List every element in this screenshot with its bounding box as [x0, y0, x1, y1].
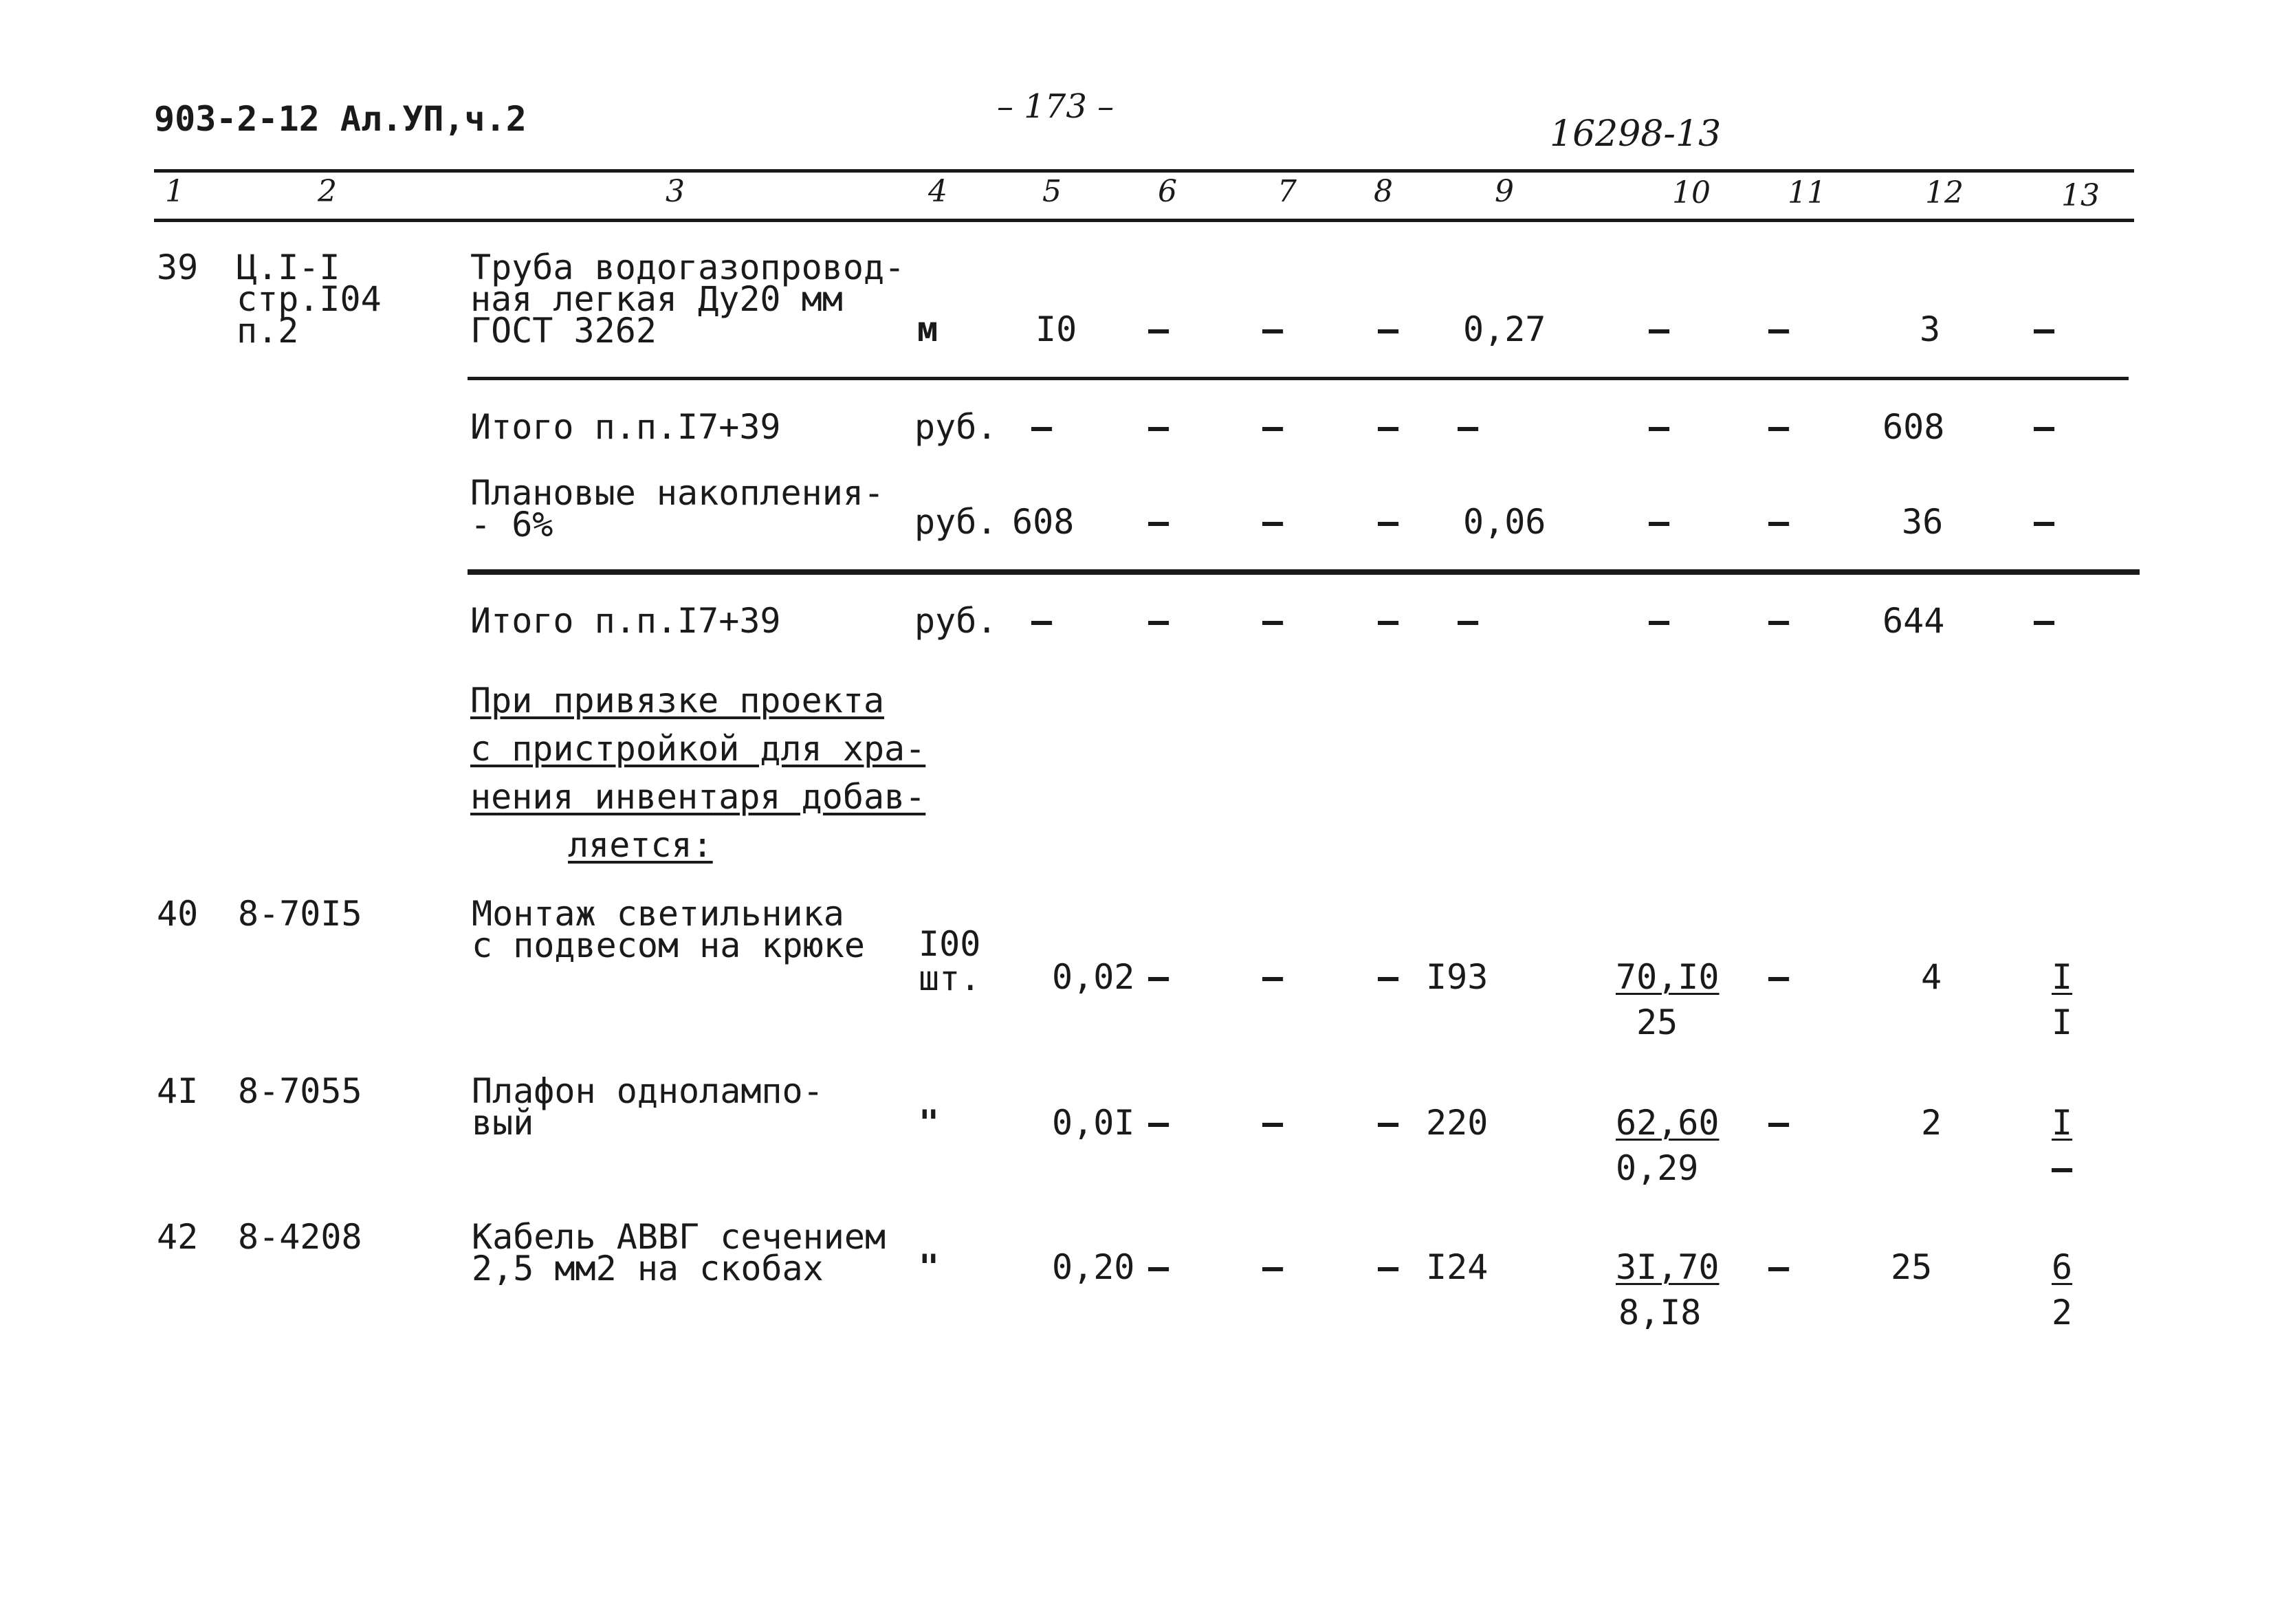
document-code: 903-2-12 Ал.УП,ч.2 — [154, 99, 527, 139]
fraction-cell — [2052, 1100, 2085, 1191]
row-cell: – — [1262, 601, 1284, 641]
row-unit: руб. — [914, 601, 998, 641]
row-cell: – — [1031, 601, 1053, 641]
row-cell: 220 — [1426, 1103, 1489, 1143]
row-code-line: Ц.I-I — [237, 248, 340, 287]
row-cell: – — [1458, 601, 1479, 641]
row-unit: " — [919, 1247, 940, 1287]
row-cell: – — [1378, 407, 1399, 447]
col-4: 4 — [928, 174, 947, 209]
row-cell: – — [1768, 601, 1790, 641]
row-cell: 644 — [1882, 601, 1945, 641]
row-cell: I93 — [1426, 957, 1489, 997]
fraction-numerator: 6 — [2052, 1247, 2073, 1287]
row-name-line: 2,5 мм2 на скобах — [472, 1249, 824, 1288]
fraction-denominator: 8,I8 — [1618, 1293, 1702, 1332]
row-number: 39 — [157, 248, 199, 287]
row-cell: – — [1148, 502, 1170, 542]
row-cell: – — [1148, 309, 1170, 349]
fraction-numerator: 3I,70 — [1616, 1247, 1720, 1287]
subtotal-rule — [468, 377, 2129, 380]
row-cell: – — [1262, 502, 1284, 542]
row-number: 42 — [157, 1217, 199, 1257]
note-line: ляется: — [568, 825, 713, 865]
row-name-line: ная легкая Ду20 мм — [470, 279, 843, 319]
row-name-line: ГОСТ 3262 — [470, 311, 657, 351]
row-cell: – — [1649, 309, 1670, 349]
row-name-line: Плафон однолампо- — [472, 1071, 824, 1111]
row-cell: 0,06 — [1463, 502, 1546, 542]
row-cell: – — [2034, 309, 2055, 349]
row-name-line: Кабель АВВГ сечением — [472, 1217, 886, 1257]
fraction-cell — [2052, 954, 2085, 1045]
row-name-line: Монтаж светильника — [472, 894, 844, 934]
col-1: 1 — [165, 174, 184, 209]
total-rule — [468, 569, 2140, 575]
col-8: 8 — [1374, 174, 1393, 209]
fraction-cell — [1616, 1100, 1720, 1191]
row-cell: – — [1768, 309, 1790, 349]
row-cell: – — [1262, 309, 1284, 349]
row-code-line: п.2 — [237, 311, 299, 351]
fraction-denominator: I — [2052, 1002, 2073, 1042]
row-cell: – — [1148, 601, 1170, 641]
row-cell: – — [1378, 1103, 1399, 1143]
row-cell: – — [1649, 502, 1670, 542]
row-name-line: Итого п.п.I7+39 — [470, 407, 781, 447]
row-number: 4I — [157, 1071, 199, 1111]
row-cell: – — [1768, 407, 1790, 447]
row-unit: руб. — [914, 407, 998, 447]
row-cell: – — [1262, 1103, 1284, 1143]
col-12: 12 — [1925, 175, 1964, 210]
header-bottom-rule — [154, 219, 2134, 222]
fraction-numerator: 62,60 — [1616, 1103, 1720, 1143]
row-code: 8-4208 — [238, 1217, 362, 1257]
row-cell: 0,0I — [1052, 1103, 1135, 1143]
row-cell: – — [1768, 957, 1790, 997]
row-cell: – — [2034, 601, 2055, 641]
row-cell: I24 — [1426, 1247, 1489, 1287]
fraction-cell — [2052, 1244, 2085, 1335]
row-name-line: Плановые накопления- — [470, 473, 885, 513]
row-cell: – — [1768, 502, 1790, 542]
row-cell: – — [1649, 407, 1670, 447]
row-cell: 0,27 — [1463, 309, 1546, 349]
row-cell: I0 — [1035, 309, 1077, 349]
row-cell: – — [1031, 407, 1053, 447]
row-cell: – — [1148, 1103, 1170, 1143]
fraction-numerator: I — [2052, 1103, 2073, 1143]
row-cell: – — [1262, 1247, 1284, 1287]
fraction-denominator: 25 — [1636, 1002, 1678, 1042]
row-cell: 0,20 — [1052, 1247, 1135, 1287]
fraction-numerator: I — [2052, 957, 2073, 997]
fraction-denominator: – — [2052, 1148, 2073, 1188]
row-name-line: с подвесом на крюке — [472, 925, 865, 965]
row-cell: – — [1262, 957, 1284, 997]
col-9: 9 — [1495, 174, 1514, 209]
row-cell: 608 — [1882, 407, 1945, 447]
fraction-numerator: 70,I0 — [1616, 957, 1720, 997]
row-name-line: Труба водогазопровод- — [470, 248, 905, 287]
row-cell: – — [1378, 957, 1399, 997]
fraction-cell — [1616, 1244, 1720, 1335]
col-3: 3 — [666, 174, 685, 209]
note-line: с пристройкой для хра- — [470, 729, 926, 769]
col-6: 6 — [1158, 174, 1177, 209]
row-unit: " — [919, 1103, 940, 1143]
row-cell: – — [1378, 1247, 1399, 1287]
row-cell: – — [1458, 407, 1479, 447]
row-cell: 36 — [1902, 502, 1944, 542]
col-5: 5 — [1042, 174, 1062, 209]
row-cell: – — [2034, 407, 2055, 447]
fraction-denominator: 2 — [2052, 1293, 2073, 1332]
col-2: 2 — [318, 174, 337, 209]
fraction-cell — [1616, 954, 1720, 1045]
row-cell: – — [1378, 601, 1399, 641]
row-cell: – — [1262, 407, 1284, 447]
row-name-line: вый — [472, 1103, 534, 1143]
col-7: 7 — [1277, 174, 1297, 209]
row-unit-line: шт. — [919, 958, 981, 998]
col-11: 11 — [1788, 175, 1826, 210]
row-cell: – — [1148, 407, 1170, 447]
row-name-line: Итого п.п.I7+39 — [470, 601, 781, 641]
note-line: нения инвентаря добав- — [470, 777, 926, 817]
row-cell: – — [1768, 1103, 1790, 1143]
row-number: 40 — [157, 894, 199, 934]
row-cell: 608 — [1012, 502, 1075, 542]
row-cell: – — [2034, 502, 2055, 542]
row-cell: – — [1378, 502, 1399, 542]
row-cell: 4 — [1921, 957, 1942, 997]
row-code: 8-7055 — [238, 1071, 362, 1111]
row-cell: – — [1378, 309, 1399, 349]
col-13: 13 — [2061, 178, 2100, 213]
row-cell: – — [1649, 601, 1670, 641]
row-name-line: - 6% — [470, 505, 553, 545]
row-code-line: стр.I04 — [237, 279, 382, 319]
row-cell: 0,02 — [1052, 957, 1135, 997]
row-unit: руб. — [914, 502, 998, 542]
row-code: 8-70I5 — [238, 894, 362, 934]
row-cell: – — [1148, 1247, 1170, 1287]
row-cell: – — [1148, 957, 1170, 997]
inventory-number: 16298-13 — [1550, 113, 1722, 155]
row-unit-line: I00 — [919, 924, 981, 964]
header-top-rule — [154, 169, 2134, 173]
row-cell: 3 — [1920, 309, 1941, 349]
row-unit: м — [917, 309, 938, 349]
col-10: 10 — [1672, 175, 1711, 210]
row-cell: – — [1768, 1247, 1790, 1287]
note-line: При привязке проекта — [470, 681, 885, 721]
fraction-denominator: 0,29 — [1616, 1148, 1699, 1188]
row-cell: 2 — [1921, 1103, 1942, 1143]
page-number: – 173 – — [997, 87, 1114, 126]
row-cell: 25 — [1891, 1247, 1933, 1287]
